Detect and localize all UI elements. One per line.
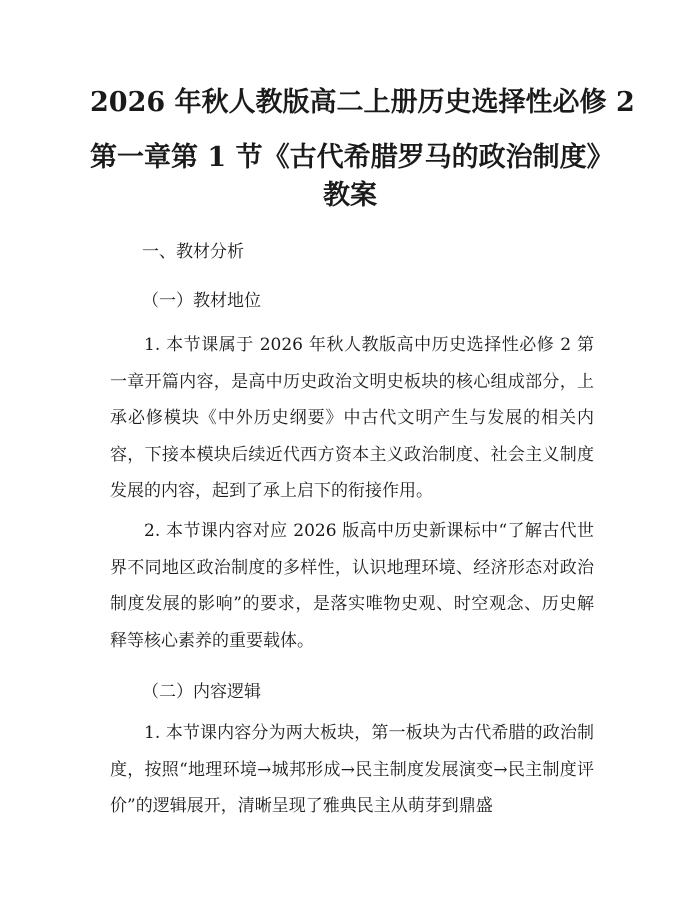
- section-heading-textbook-analysis: 一、教材分析: [142, 242, 244, 262]
- paragraph-position-1: 1. 本节课属于 2026 年秋人教版高中历史选择性必修 2 第一章开篇内容，是高中历史政治文明史板块的核心组成部分，上承必修模块《中外历史纲要》中古代文明产生与发展的相关内容，下接本模块后续近代西方资本主义政治制度、社会主义制度发展的内容，起到了承上启下的衔接作用。: [110, 335, 594, 501]
- document-title-line-1: 2026 年秋人教版高二上册历史选择性必修 2: [90, 87, 635, 118]
- paragraph-logic-1: 1. 本节课内容分为两大板块，第一板块为古代希腊的政治制度，按照“地理环境→城邦形成→民主制度发展演变→民主制度评价”的逻辑展开，清晰呈现了雅典民主从萌芽到鼎盛: [110, 723, 594, 816]
- subsection-heading-textbook-position: （一）教材地位: [142, 291, 261, 311]
- subsection-heading-content-logic: （二）内容逻辑: [142, 682, 261, 702]
- document-title-line-3: 教案: [323, 180, 377, 211]
- paragraph-position-2: 2. 本节课内容对应 2026 版高中历史新课标中“了解古代世界不同地区政治制度的多样性，认识地理环境、经济形态对政治制度发展的影响”的要求，是落实唯物史观、时空观念、历史解释等核心素养的重要载体。: [110, 521, 594, 651]
- document-title-line-2: 第一章第 1 节《古代希腊罗马的政治制度》: [90, 142, 614, 173]
